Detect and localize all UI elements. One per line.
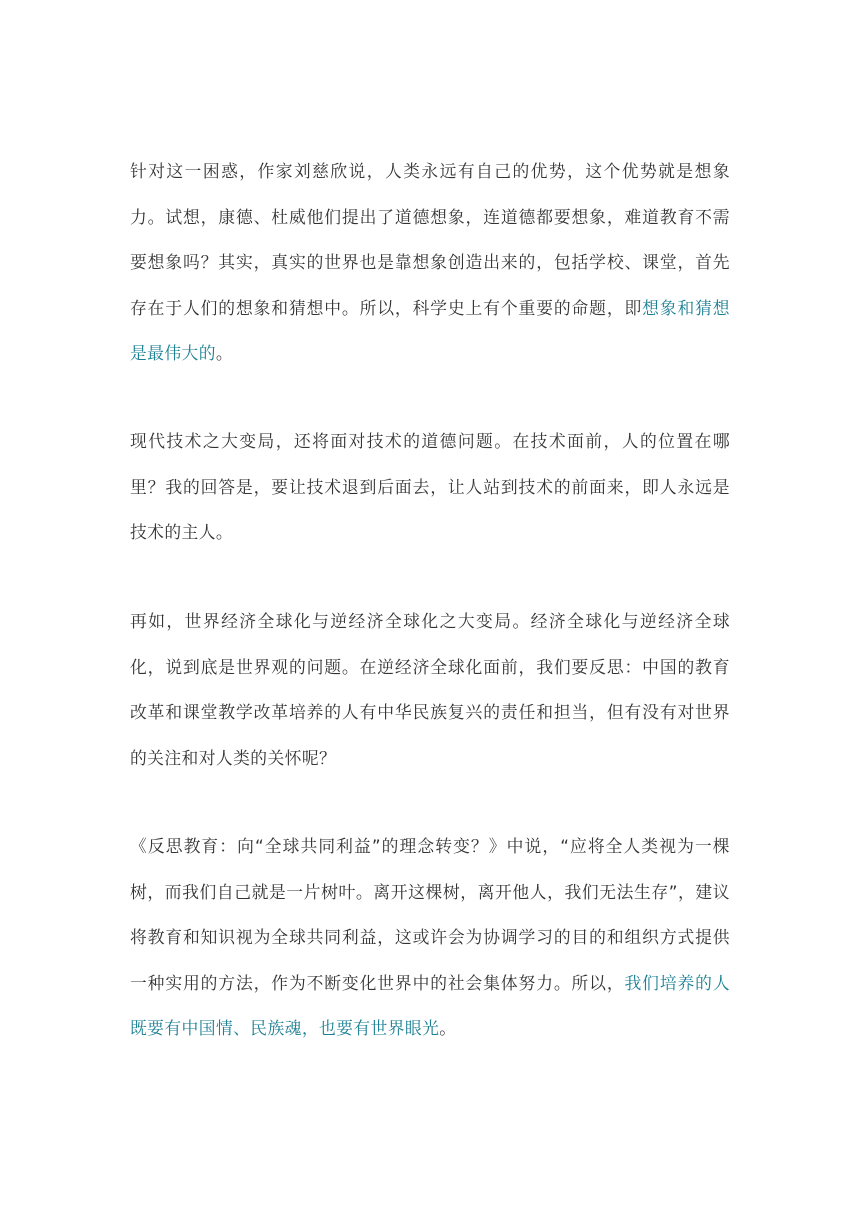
paragraph-text: 针对这一困惑，作家刘慈欣说，人类永远有自己的优势，这个优势就是想象力。试想，康德、杜威他们提出了道德想象，连道德都要想象，难道教育不需要想象吗？其实，真实的世界也是靠想象创造出来的，包括学校、课堂，首先存在于人们的想象和猜想中。所以，科学史上有个重要的命题，即	[130, 161, 730, 318]
paragraph-globalization	[130, 599, 730, 781]
paragraph-text: 再如，世界经济全球化与逆经济全球化之大变局。经济全球化与逆经济全球化，说到底是世界观的问题。在逆经济全球化面前，我们要反思：中国的教育改革和课堂教学改革培养的人有中华民族复兴的责任和担当，但有没有对世界的关注和对人类的关怀呢？	[130, 611, 730, 768]
highlighted-phrase: 我们培养的人既要有中国情、民族魂，也要有世界眼光	[130, 972, 731, 1038]
paragraph-tail: 。	[439, 1018, 457, 1038]
paragraph-tail: 。	[215, 343, 234, 363]
paragraph-imagination	[130, 149, 730, 377]
paragraph-text: 《反思教育：向“全球共同利益”的理念转变？》中说，“应将全人类视为一棵树，而我们自己就是一片树叶。离开这棵树，离开他人，我们无法生存”，建议将教育和知识视为全球共同利益，这或许会为协调学习的目的和组织方式提供一种实用的方法，作为不断变化世界中的社会集体努力。所以，	[130, 836, 730, 993]
highlighted-phrase: 想象和猜想是最伟大的	[130, 297, 730, 363]
paragraph-rethinking-education	[130, 824, 730, 1052]
paragraph-technology	[130, 419, 730, 556]
paragraph-text: 现代技术之大变局，还将面对技术的道德问题。在技术面前，人的位置在哪里？我的回答是，要让技术退到后面去，让人站到技术的前面来，即人永远是技术的主人。	[130, 431, 730, 542]
